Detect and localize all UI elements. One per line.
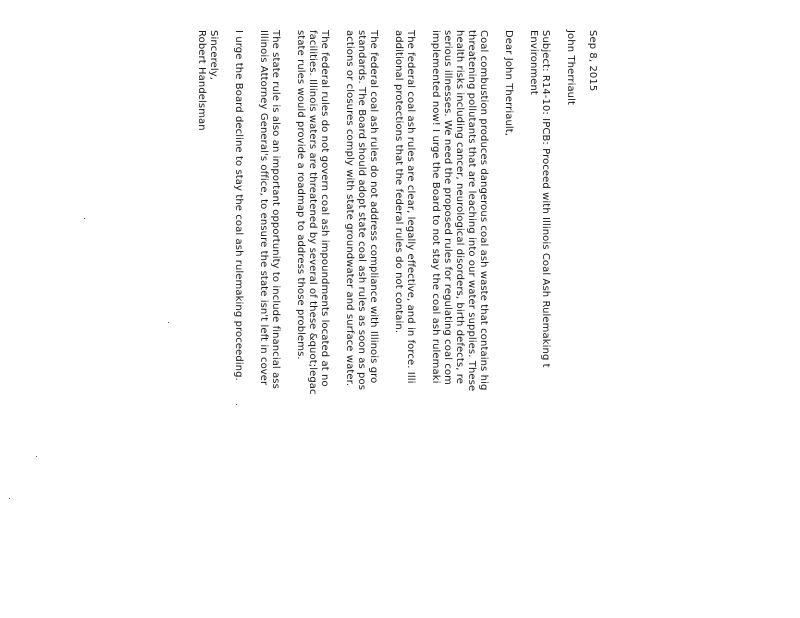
body-line: actions or closures comply with state groundwater and surface water. xyxy=(344,30,355,387)
scan-speck xyxy=(168,322,169,323)
body-line: state rules would provide a roadmap to address those problems. xyxy=(295,30,306,360)
scan-speck xyxy=(9,498,10,499)
scan-speck xyxy=(236,404,237,405)
letter-text xyxy=(195,30,598,618)
body-line: health risks including cancer, neurological disorders, birth defects, re xyxy=(454,30,465,385)
body-line: implemented now! I urge the Board to not stay the coal ash rulemaki xyxy=(430,30,441,384)
letter-page xyxy=(196,30,598,618)
scan-speck xyxy=(84,218,85,219)
body-line: Illinois Attorney General's office, to ensure the state isn't left in cover xyxy=(258,30,269,386)
letter-recipient: John Therriault xyxy=(565,30,576,106)
subject-line: Subject: R14-10: IPCB: Proceed with Illinois Coal Ash Rulemaking t xyxy=(540,30,551,368)
body-line: serious illnesses. We need the proposed rules for regulating coal com xyxy=(442,30,453,386)
scan-speck xyxy=(36,456,37,457)
body-line: additional protections that the federal rules do not contain. xyxy=(393,30,404,334)
subject-line: Environment xyxy=(528,30,539,95)
body-line: The federal rules do not govern coal ash impoundments located at no xyxy=(319,30,330,387)
body-line: I urge the Board decline to stay the coal ash rulemaking proceeding. xyxy=(233,30,244,381)
salutation: Dear John Therriault, xyxy=(503,30,514,137)
letter-date: Sep 8, 2015 xyxy=(587,30,598,92)
body-line: The state rule is also an important opportunity to include financial ass xyxy=(270,30,281,389)
body-line: The federal coal ash rules do not address compliance with Illinois gro xyxy=(368,30,379,384)
body-line: facilities. Illinois waters are threatened by several of these &quot;legac xyxy=(307,30,318,395)
body-line: standards. The Board should adopt state coal ash rules as soon as pos xyxy=(356,30,367,391)
body-line: Coal combustion produces dangerous coal ash waste that contains hig xyxy=(478,30,489,391)
closing: Sincerely, xyxy=(208,30,219,81)
body-line: The federal coal ash rules are clear, legally effective, and in force. Illi xyxy=(405,30,416,384)
body-line: threatening pollutants that are leaching into our water supplies. These xyxy=(466,30,477,392)
signer-name: Robert Handelsman xyxy=(196,30,207,131)
